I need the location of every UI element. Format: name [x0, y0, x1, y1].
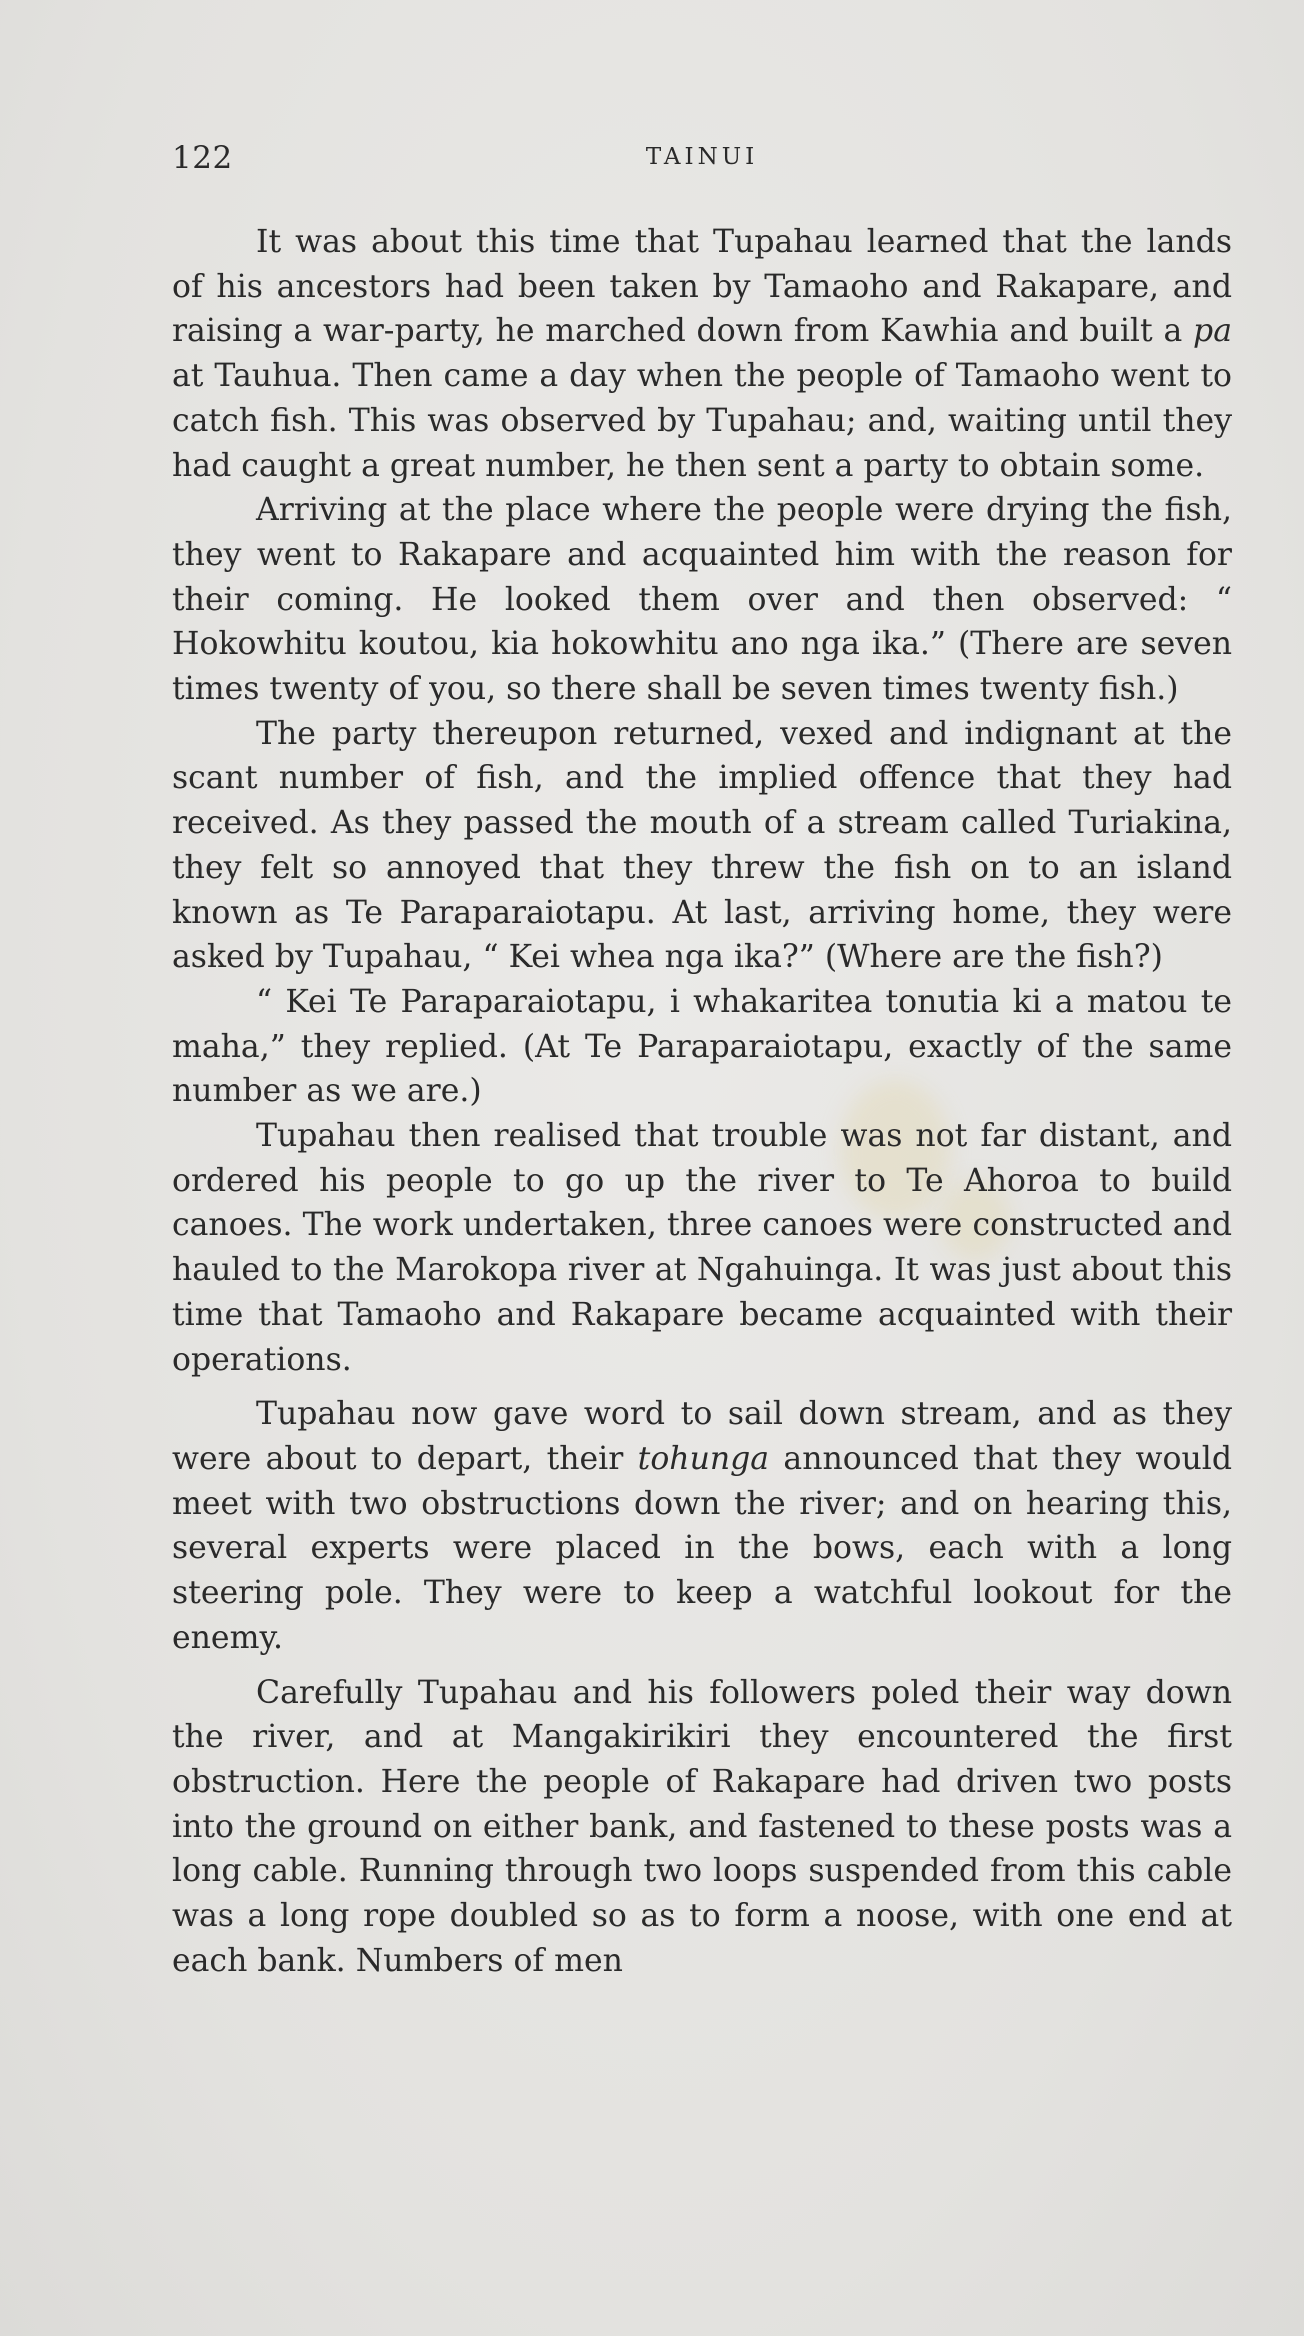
text-span: “ Kei Te Paraparaiotapu, i whakaritea tonutia ki a matou te maha,” they replied. (At Te Paraparaiotapu, exactly of the same number as we are.) — [172, 983, 1232, 1110]
paragraph — [172, 1671, 1232, 1984]
paragraph — [172, 220, 1232, 488]
text-span: Arriving at the place where the people were drying the fish, they went to Rakapare and acquainted him with the reason for their coming. He looked them over and then observed: “ Hokowhitu koutou, kia hokowhitu ano nga ika.” (There are seven times twenty of you, so there shall be seven times twenty fish.) — [172, 492, 1232, 708]
italic-term: tohunga — [637, 1440, 770, 1477]
text-span: at Tauhua. Then came a day when the people of Tamaoho went to catch fish. This was observed by Tupahau; and, waiting until they had caught a great number, he then sent a party to obtain some. — [172, 358, 1232, 484]
page-header — [172, 140, 1232, 190]
paragraph — [172, 1114, 1232, 1382]
text-span: Tupahau then realised that trouble was not far distant, and ordered his people to go up the river to Te Ahoroa to build canoes. The work undertaken, three canoes were constructed and hauled to the Marokopa river at Ngahuinga. It was just about this time that Tamaoho and Rakapare became acquainted with their operations. — [172, 1118, 1232, 1378]
paragraph — [172, 1392, 1232, 1660]
running-head: TAINUI — [645, 144, 759, 170]
text-span: announced that they would meet with two obstructions down the river; and on hearing this, several experts were placed in the bows, each with a long steering pole. They were to keep a watchful lookout for the enemy. — [172, 1440, 1232, 1656]
text-span: The party thereupon returned, vexed and indignant at the scant number of fish, and the implied offence that they had received. As they passed the mouth of a stream called Turiakina, they felt so annoyed that they threw the fish on to an island known as Te Paraparaiotapu. At last, arriving home, they were asked by Tupahau, “ Kei whea nga ika?” (Where are the fish?) — [172, 715, 1232, 976]
paragraph — [172, 712, 1232, 980]
text-span: Carefully Tupahau and his followers poled their way down the river, and at Mangakirikiri they encountered the first obstruction. Here the people of Rakapare had driven two posts into the ground on either bank, and fastened to these posts was a long cable. Running through two loops suspended from this cable was a long rope doubled so as to form a noose, with one end at each bank. Numbers of men — [172, 1674, 1232, 1979]
paragraph — [172, 488, 1232, 712]
text-span: It was about this time that Tupahau learned that the lands of his ancestors had been taken by Tamaoho and Rakapare, and raising a war-party, he marched down from Kawhia and built a — [172, 224, 1232, 350]
page-number: 122 — [172, 140, 233, 176]
text-span: Tupahau now gave word to sail down stream, and as they were about to depart, their — [172, 1396, 1232, 1477]
body-text — [172, 220, 1232, 1983]
paragraph — [172, 980, 1232, 1114]
italic-term: pa — [1193, 313, 1232, 350]
